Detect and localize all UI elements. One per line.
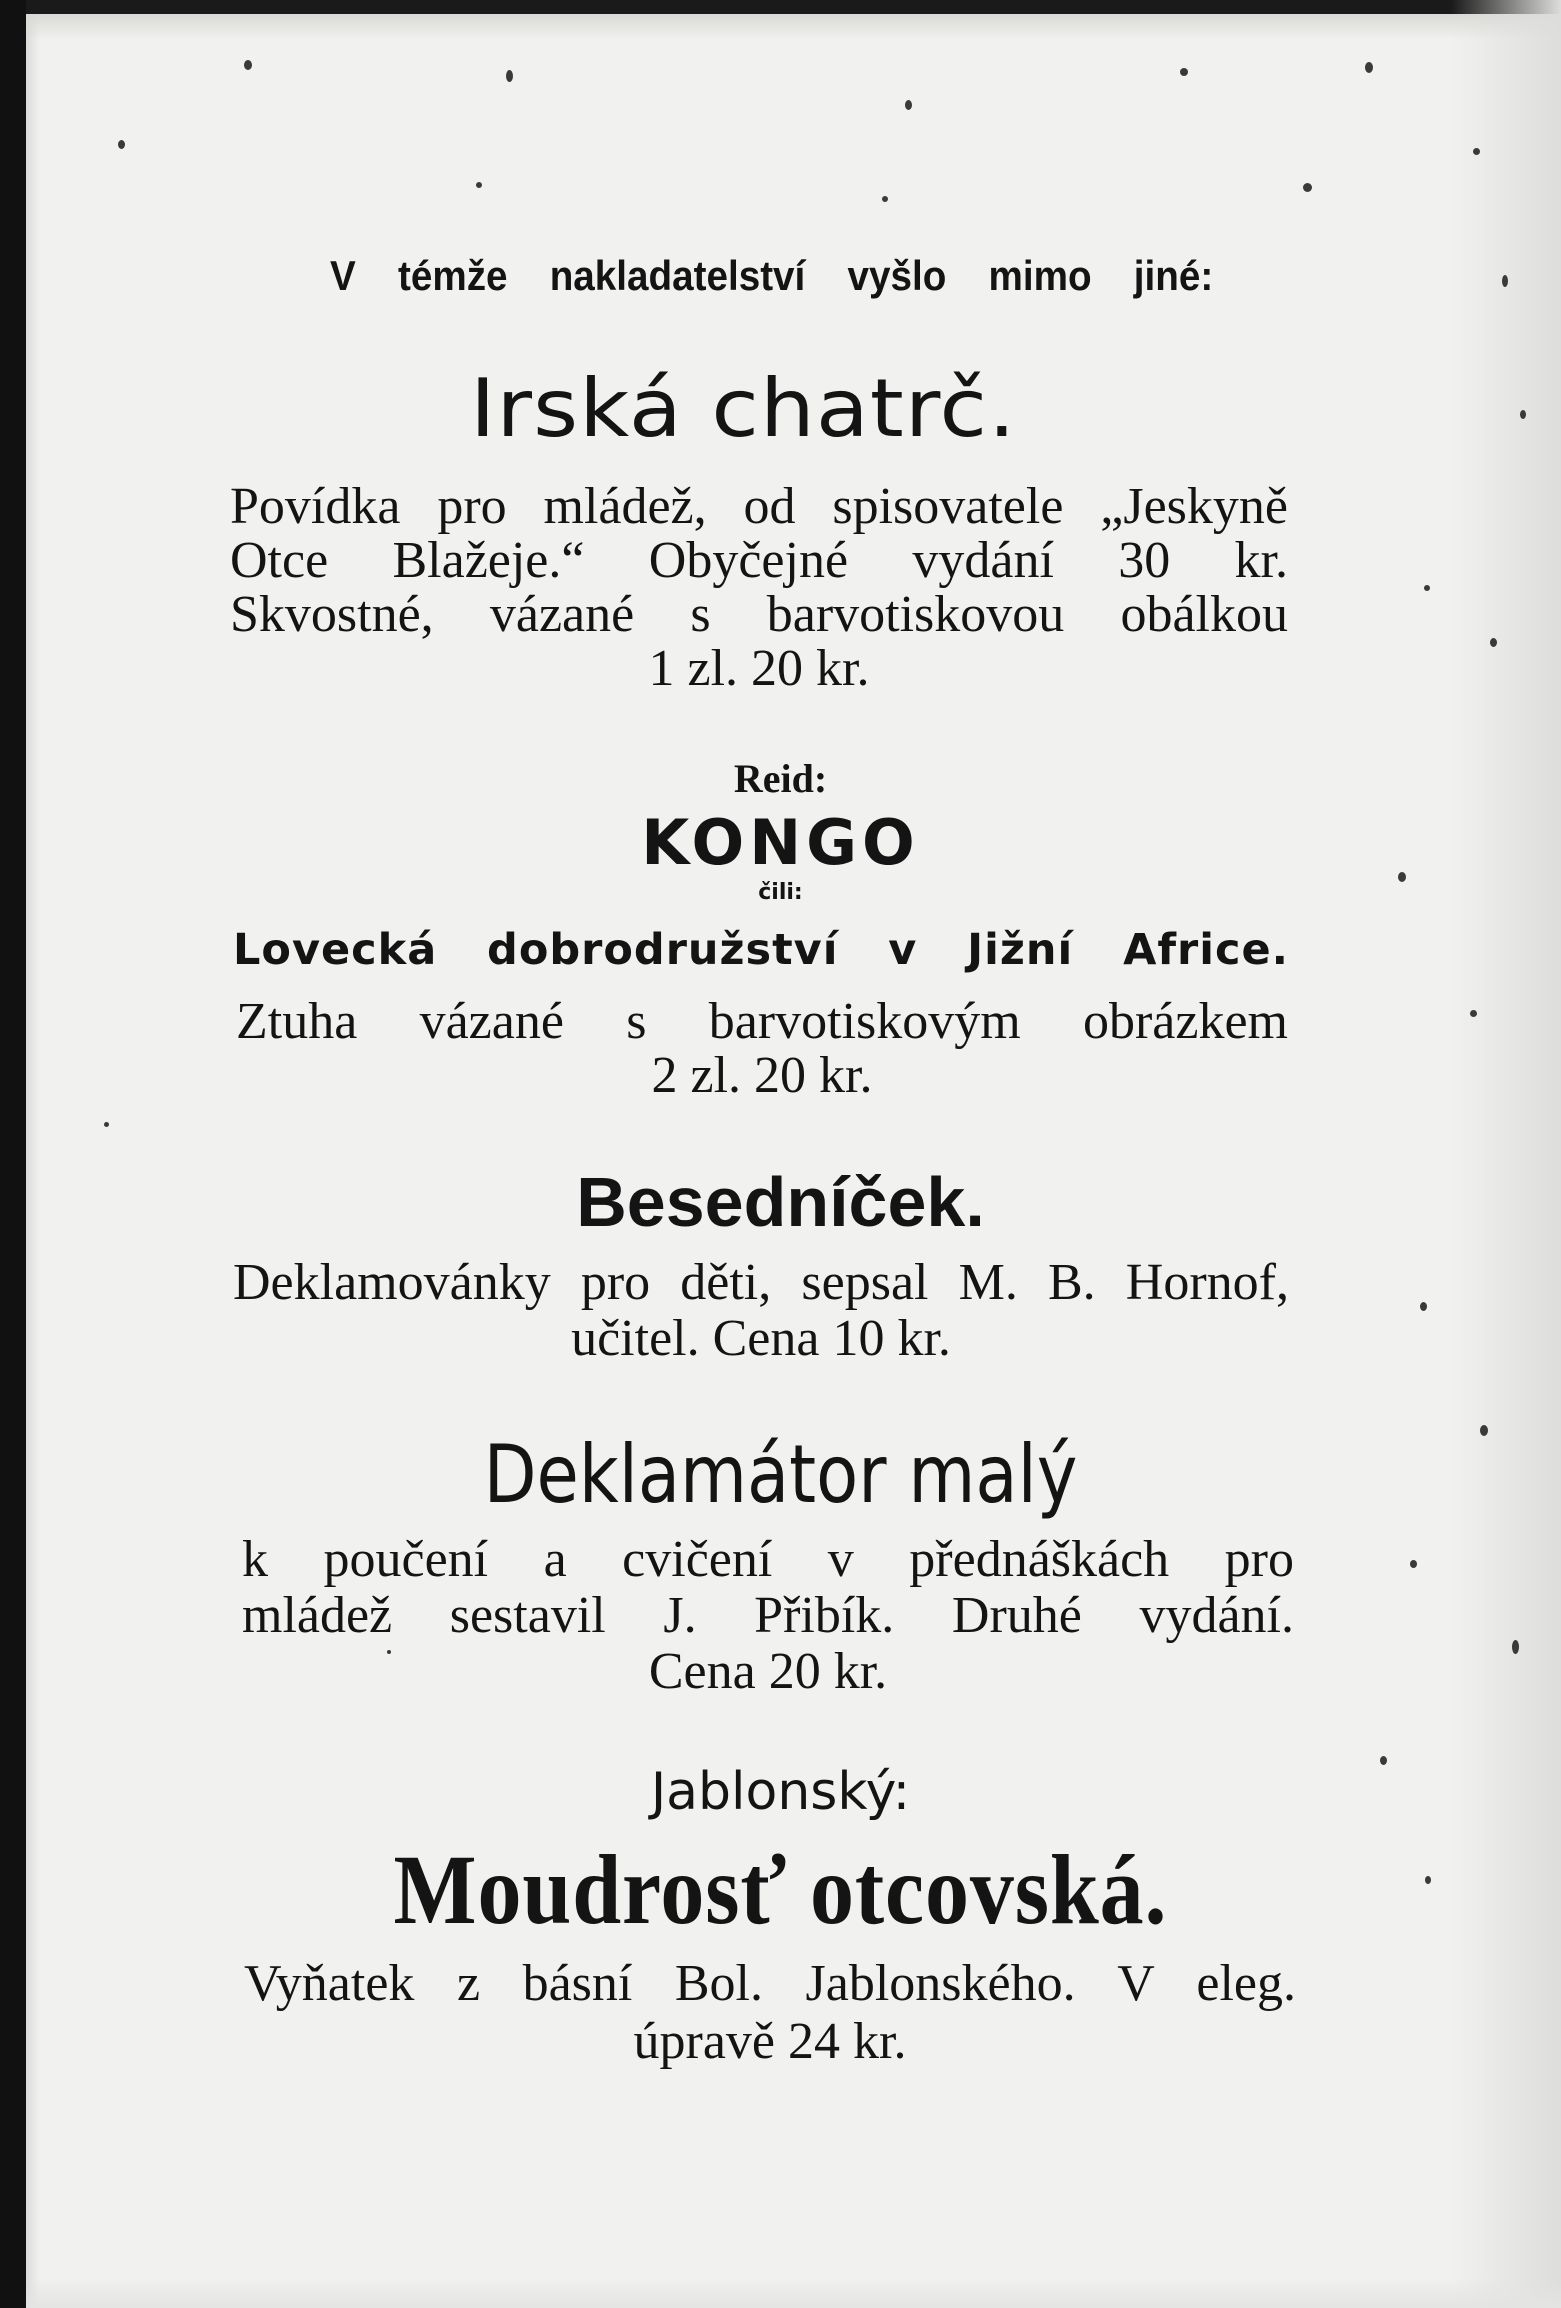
intro-text: V témže nakladatelství vyšlo mimo jiné: — [330, 252, 1214, 299]
paper-speck — [506, 70, 513, 82]
book-description-moudrost-otcovska — [244, 1955, 1296, 2071]
paper-speck — [1490, 638, 1497, 647]
paper-speck — [1512, 1640, 1519, 1654]
paper-speck — [244, 60, 252, 70]
description-line: Deklamovánky pro děti, sepsal M. B. Hornof, — [233, 1254, 1289, 1311]
book-author-jablonsky: Jablonský: — [650, 1762, 911, 1822]
book-title-irska-chatrc: Irská chatrč. — [470, 362, 1017, 455]
book-title-deklamator-maly: Deklamátor malý — [483, 1428, 1078, 1521]
paper-speck — [1410, 1560, 1417, 1568]
page-left-edge — [0, 0, 26, 2308]
book-title-kongo: KONGO — [641, 806, 920, 879]
description-line: Ztuha vázané s barvotiskovým obrázkem — [236, 993, 1288, 1050]
price-line: učitel. Cena 10 kr. — [571, 1310, 951, 1367]
paper-speck — [1365, 62, 1373, 73]
intro-line — [330, 252, 1213, 300]
page-top-edge — [26, 0, 1561, 14]
price-line: 2 zl. 20 kr. — [651, 1047, 873, 1104]
paper-speck — [1420, 1302, 1427, 1311]
book-description-besednicek — [233, 1255, 1289, 1367]
description-line: mládež sestavil J. Přibík. Druhé vydání. — [242, 1587, 1294, 1644]
paper-speck — [1473, 148, 1480, 155]
book-title-besednicek: Besedníček. — [576, 1163, 985, 1241]
book-title-connector: čili: — [758, 880, 803, 905]
paper-speck — [1520, 410, 1526, 419]
paper-speck — [1502, 275, 1508, 287]
book-description-irska-chatrc — [230, 480, 1288, 696]
page-gutter-shadow — [26, 0, 40, 2308]
paper-speck — [1470, 1010, 1477, 1017]
paper-speck — [118, 140, 125, 149]
description-line: Skvostné, vázané s barvotiskovou obálkou — [230, 586, 1288, 643]
paper-speck — [1303, 183, 1312, 192]
page-right-shadow — [1451, 0, 1561, 2308]
description-line: Vyňatek z básní Bol. Jablonského. V eleg. — [244, 1955, 1296, 2012]
paper-speck — [1424, 585, 1430, 591]
description-line: k poučení a cvičení v přednáškách pro — [242, 1531, 1294, 1588]
price-line: Cena 20 kr. — [648, 1643, 888, 1700]
paper-speck — [905, 100, 912, 110]
paper-speck — [104, 1122, 109, 1127]
subtitle-text: Lovecká dobrodružství v Jižní Africe. — [233, 925, 1289, 975]
price-line: úpravě 24 kr. — [633, 2013, 907, 2070]
paper-speck — [1480, 1425, 1488, 1436]
book-author-reid: Reid: — [733, 756, 828, 801]
book-description-deklamator-maly — [242, 1532, 1294, 1700]
description-line: Otce Blažeje.“ Obyčejné vydání 30 kr. — [230, 532, 1288, 589]
book-subtitle-kongo — [233, 925, 1289, 975]
paper-speck — [1180, 68, 1188, 76]
paper-speck — [882, 196, 888, 202]
price-line: 1 zl. 20 kr. — [648, 640, 870, 697]
description-line: Povídka pro mládež, od spisovatele „Jeskyně — [230, 478, 1288, 535]
book-title-moudrost-otcovska: Moudrosť otcovská. — [393, 1834, 1168, 1945]
page-bottom-shadow — [26, 2278, 1561, 2308]
page-top-shadow — [26, 14, 1561, 40]
book-description-kongo — [236, 995, 1288, 1103]
paper-speck — [476, 182, 482, 188]
